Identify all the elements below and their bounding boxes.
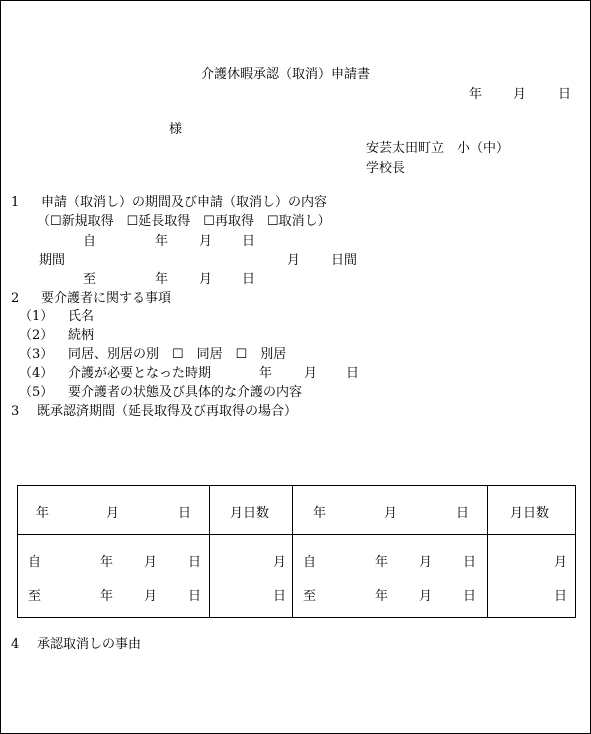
period-label: 期間 [39,253,66,268]
row-to-day: 日 [463,589,477,604]
item-4-label: 介護が必要となった時期 [68,366,212,381]
period-from-month: 月 [199,234,213,249]
section-2-number: 2 [11,291,20,306]
header-days-cell-1 [210,486,293,535]
period-to-year: 年 [155,272,169,287]
header-date-cell-2 [293,486,488,535]
period-to-month: 月 [199,272,213,287]
period-months-label: 月 [287,253,301,268]
item-4-month: 月 [304,366,318,381]
item-1-label: 氏名 [68,309,95,324]
months-suffix: 月 [273,555,287,570]
form-title: 介護休暇承認（取消）申請書 [201,67,371,82]
section-3-heading: 既承認済期間（延長取得及び再取得の場合） [37,404,298,419]
row-to-day: 日 [188,589,202,604]
date-year-label: 年 [469,87,483,102]
row-to-month: 月 [419,589,433,604]
header-days-cell-2 [488,486,576,535]
header-days: 月日数 [510,506,550,521]
section-3-number: 3 [11,404,20,419]
row-from-day: 日 [463,555,477,570]
row-from-month: 月 [419,555,433,570]
row-from-label: 自 [303,555,317,570]
header-day: 日 [456,506,470,521]
row-to-label: 至 [303,589,317,604]
header-month: 月 [106,506,120,521]
period-days-label: 日間 [331,253,358,268]
days-cell-1 [210,535,293,618]
item-4-number: （4） [19,366,54,381]
item-2-label: 続柄 [68,328,95,343]
row-to-year: 年 [375,589,389,604]
date-day-label: 日 [558,87,572,102]
table-header-row [18,486,576,535]
header-year: 年 [313,506,327,521]
date-month-label: 月 [513,87,527,102]
item-4-day: 日 [346,366,360,381]
row-from-day: 日 [188,555,202,570]
header-days: 月日数 [230,506,270,521]
applicant-role: 学校長 [366,161,406,176]
section-2-heading: 要介護者に関する事項 [41,291,172,306]
period-from-label: 自 [83,234,97,249]
application-type-options: （☐新規取得 ☐延長取得 ☐再取得 ☐取消し） [37,214,331,229]
section-4-heading: 承認取消しの事由 [37,637,142,652]
header-day: 日 [178,506,192,521]
row-from-month: 月 [144,555,158,570]
section-1-heading: 申請（取消し）の期間及び申請（取消し）の内容 [41,195,328,210]
item-5-number: （5） [19,385,54,400]
applicant-school: 安芸太田町立 小（中） [366,141,510,156]
header-year: 年 [36,506,50,521]
item-3-number: （3） [19,347,54,362]
item-2-number: （2） [19,328,54,343]
table-body-row [18,535,576,618]
period-from-year: 年 [155,234,169,249]
item-5-label: 要介護者の状態及び具体的な介護の内容 [68,385,303,400]
header-month: 月 [384,506,398,521]
period-to-label: 至 [83,272,97,287]
header-date-cell-1 [18,486,210,535]
days-suffix: 日 [554,589,568,604]
period-cell-1 [18,535,210,618]
months-suffix: 月 [554,555,568,570]
period-to-day: 日 [242,272,256,287]
days-suffix: 日 [273,589,287,604]
days-cell-2 [488,535,576,618]
row-to-label: 至 [28,589,42,604]
period-from-day: 日 [242,234,256,249]
period-cell-2 [293,535,488,618]
row-to-year: 年 [100,589,114,604]
row-from-year: 年 [375,555,389,570]
approved-periods-table [17,485,576,618]
row-from-year: 年 [100,555,114,570]
section-1-number: 1 [11,195,20,210]
item-3-label: 同居、別居の別 ☐ 同居 ☐ 別居 [68,347,287,362]
item-4-year: 年 [259,366,273,381]
section-4-number: 4 [11,637,20,652]
row-from-label: 自 [28,555,42,570]
item-1-number: （1） [19,309,54,324]
recipient-suffix: 様 [169,122,183,137]
row-to-month: 月 [144,589,158,604]
